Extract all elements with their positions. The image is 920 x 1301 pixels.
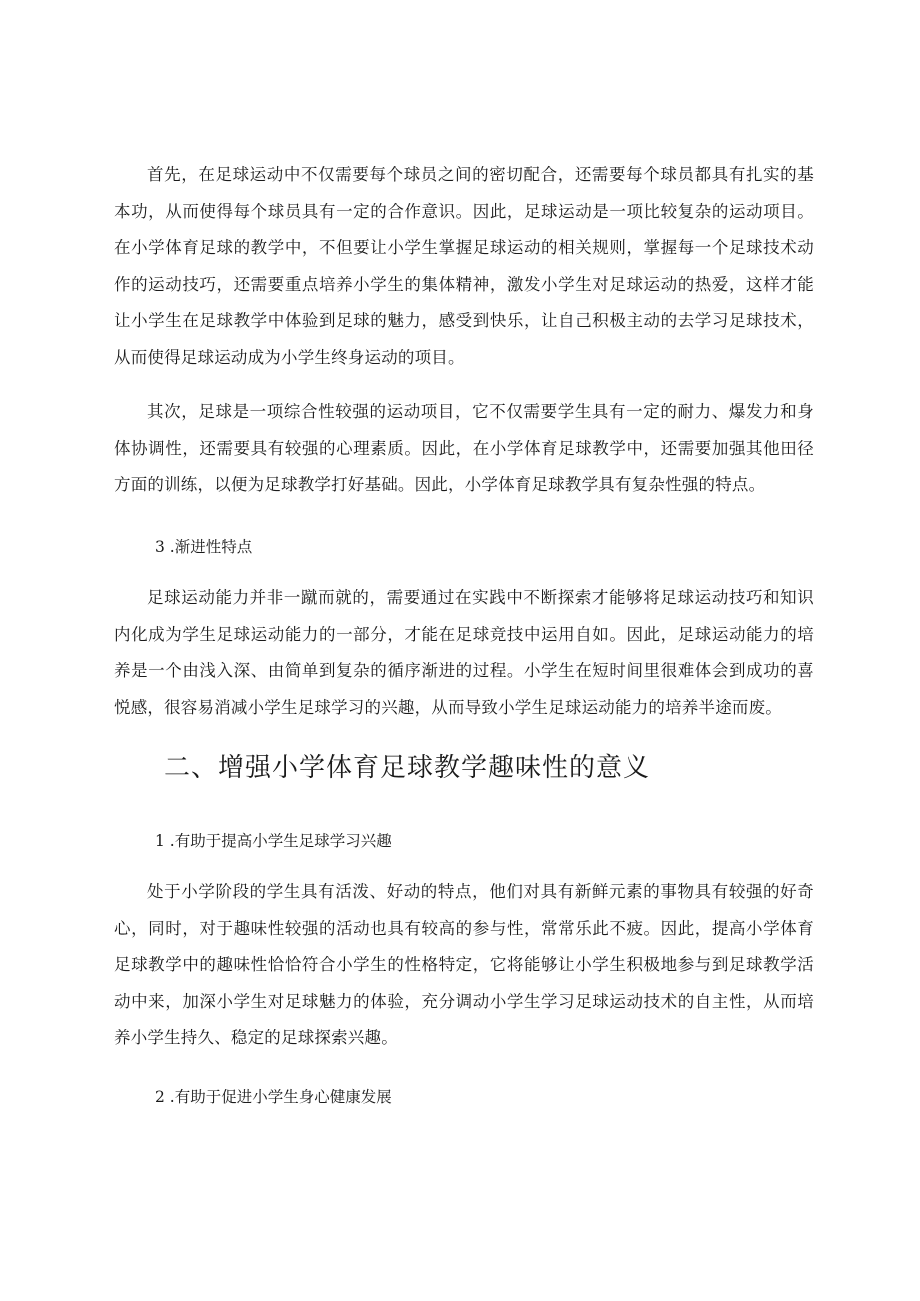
paragraph-first: 首先，在足球运动中不仅需要每个球员之间的密切配合，还需要每个球员都具有扎实的基本功，从而使得每个球员具有一定的合作意识。因此，足球运动是一项比较复杂的运动项目。在小学体育足球的教学中，不但要让小学生掌握足球运动的相关规则，掌握每一个足球技术动作的运动技巧，还需要重点培养小学生的集体精神，激发小学生对足球运动的热爱，这样才能让小学生在足球教学中体验到足球的魅力，感受到快乐，让自己积极主动的去学习足球技术，从而使得足球运动成为小学生终身运动的项目。 — [114, 165, 814, 367]
section-heading-progressive: 3 .渐进性特点 — [155, 538, 253, 556]
paragraph-interest: 处于小学阶段的学生具有活泼、好动的特点，他们对具有新鲜元素的事物具有较强的好奇心，同时，对于趣味性较强的活动也具有较高的参与性，常常乐此不疲。因此，提高小学体育足球教学中的趣味性恰恰符合小学生的性格特定，它将能够让小学生积极地参与到足球教学活动中来，加深小学生对足球魅力的体验，充分调动小学生学习足球运动技术的自主性，从而培养小学生持久、稳定的足球探索兴趣。 — [114, 882, 814, 1047]
section-heading-interest: 1 .有助于提高小学生足球学习兴趣 — [155, 832, 392, 850]
chapter-heading-meaning: 二、增强小学体育足球教学趣味性的意义 — [164, 753, 651, 783]
paragraph-progressive: 足球运动能力并非一蹴而就的，需要通过在实践中不断探索才能够将足球运动技巧和知识内化成为学生足球运动能力的一部分，才能在足球竞技中运用自如。因此，足球运动能力的培养是一个由浅入深、由简单到复杂的循序渐进的过程。小学生在短时间里很难体会到成功的喜悦感，很容易消减小学生足球学习的兴趣，从而导致小学生足球运动能力的培养半途而废。 — [114, 588, 814, 717]
paragraph-second: 其次，足球是一项综合性较强的运动项目，它不仅需要学生具有一定的耐力、爆发力和身体协调性，还需要具有较强的心理素质。因此，在小学体育足球教学中，还需要加强其他田径方面的训练，以便为足球教学打好基础。因此，小学体育足球教学具有复杂性强的特点。 — [114, 402, 814, 494]
section-heading-health: 2 .有助于促进小学生身心健康发展 — [155, 1088, 392, 1106]
